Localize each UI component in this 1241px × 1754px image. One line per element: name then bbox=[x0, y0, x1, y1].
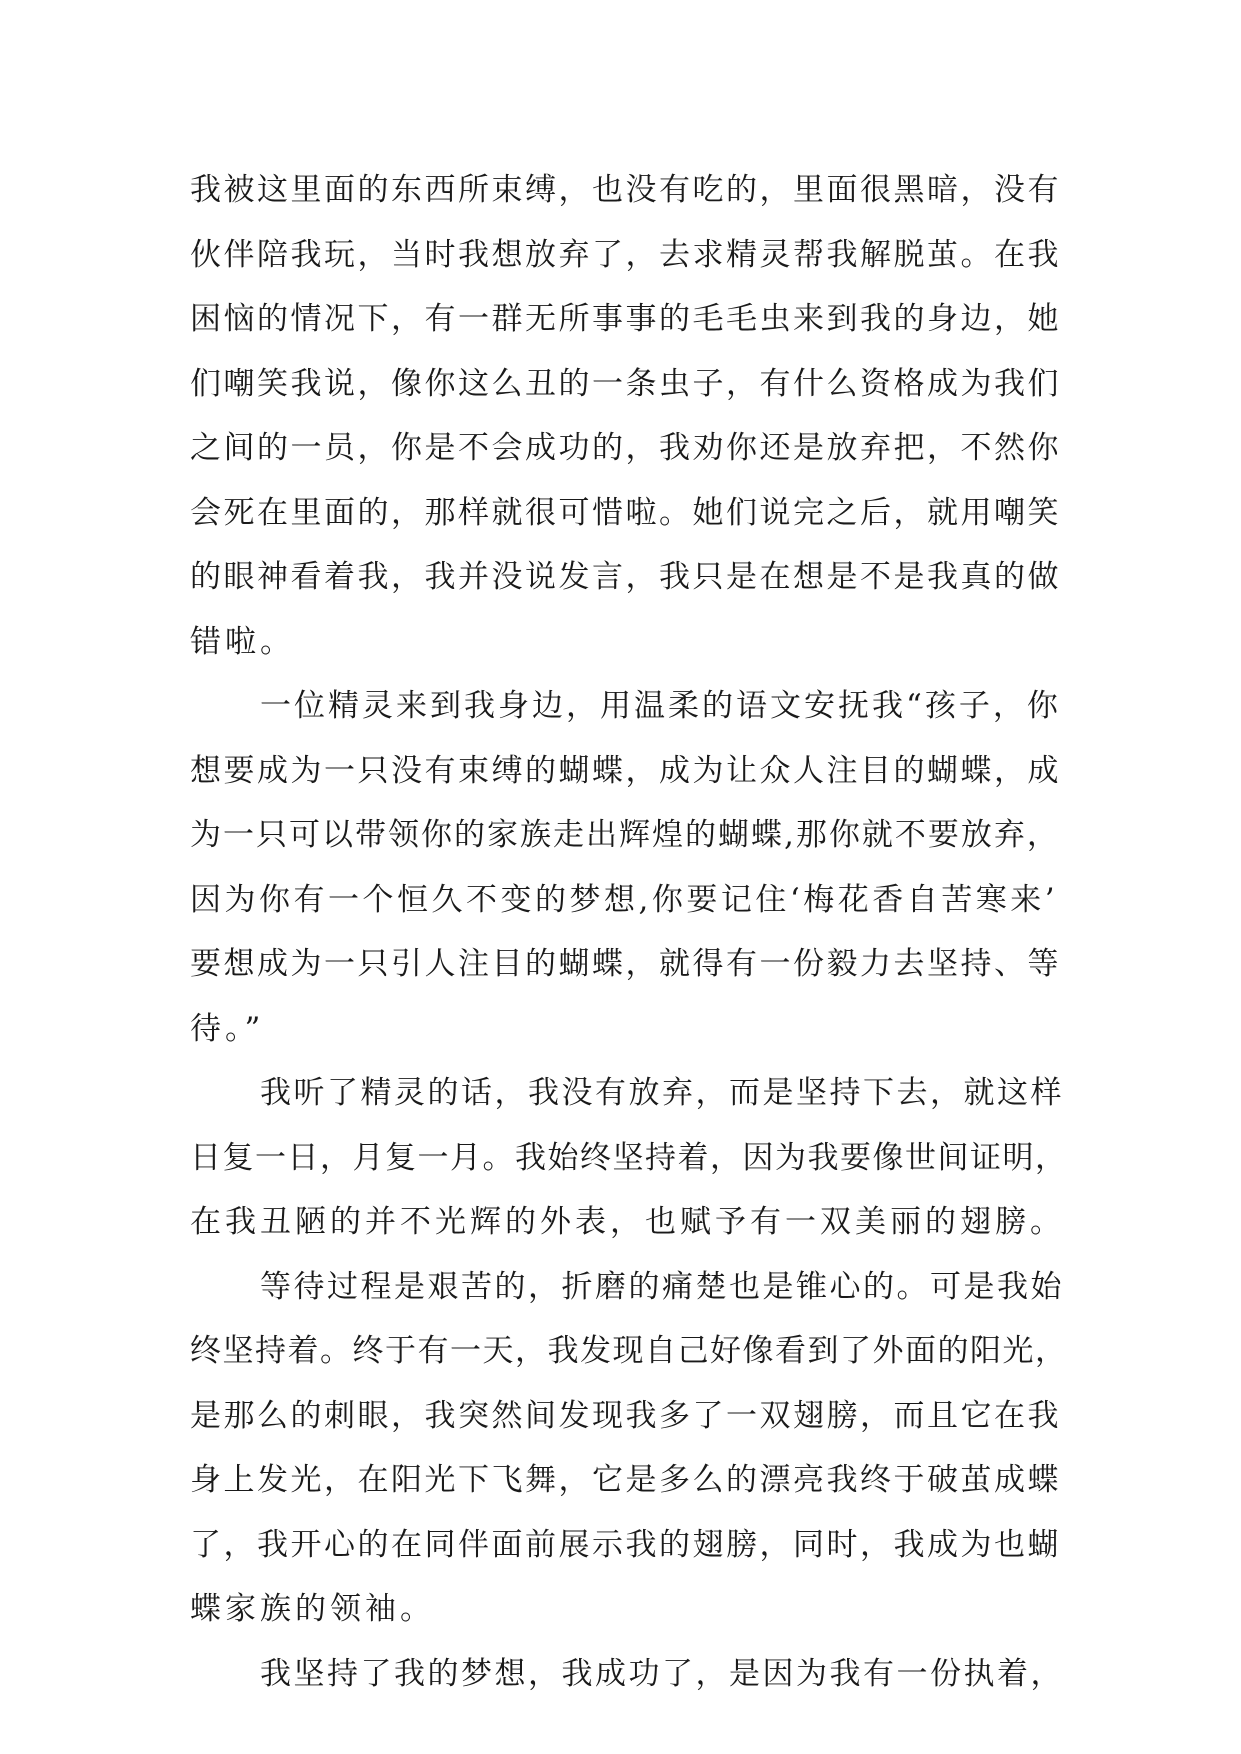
text-line: 因为你有一个恒久不变的梦想,你要记住‘梅花香自苦寒来’ bbox=[190, 881, 1059, 918]
paragraph-first-line: 一位精灵来到我身边，用温柔的语文安抚我“孩子，你 bbox=[260, 688, 1061, 724]
text-line: 困恼的情况下，有一群无所事事的毛毛虫来到我的身边，她 bbox=[190, 301, 1061, 337]
text-line: 要想成为一只引人注目的蝴蝶，就得有一份毅力去坚持、等 bbox=[190, 946, 1061, 982]
text-line: 在我丑陋的并不光辉的外表，也赋予有一双美丽的翅膀。 bbox=[190, 1204, 1065, 1240]
paragraph-first-line: 我听了精灵的话，我没有放弃，而是坚持下去，就这样 bbox=[260, 1075, 1064, 1111]
body-text bbox=[190, 158, 1070, 1706]
paragraph-first-line: 我坚持了我的梦想，我成功了，是因为我有一份执着， bbox=[260, 1655, 1064, 1692]
text-line: 为一只可以带领你的家族走出辉煌的蝴蝶,那你就不要放弃， bbox=[190, 817, 1060, 853]
text-line: 是那么的刺眼，我突然间发现我多了一双翅膀，而且它在我 bbox=[190, 1397, 1061, 1434]
text-line: 蝶家族的领袖。 bbox=[190, 1591, 435, 1627]
text-line: 的眼神看着我，我并没说发言，我只是在想是不是我真的做 bbox=[190, 559, 1061, 595]
text-line: 想要成为一只没有束缚的蝴蝶，成为让众人注目的蝴蝶，成 bbox=[190, 752, 1061, 789]
text-line: 错啦。 bbox=[190, 623, 295, 660]
paragraph-first-line: 等待过程是艰苦的，折磨的痛楚也是锥心的。可是我始 bbox=[260, 1268, 1064, 1305]
text-line: 待。” bbox=[190, 1010, 265, 1047]
text-line: 日复一日，月复一月。我始终坚持着，因为我要像世间证明， bbox=[190, 1139, 1068, 1176]
text-line: 终坚持着。终于有一天，我发现自己好像看到了外面的阳光， bbox=[190, 1333, 1068, 1369]
text-line: 我被这里面的东西所束缚，也没有吃的，里面很黑暗，没有 bbox=[190, 172, 1061, 208]
text-line: 身上发光，在阳光下飞舞，它是多么的漂亮我终于破茧成蝶 bbox=[190, 1462, 1061, 1498]
text-line: 伙伴陪我玩，当时我想放弃了，去求精灵帮我解脱茧。在我 bbox=[190, 236, 1061, 273]
text-line: 了，我开心的在同伴面前展示我的翅膀，同时，我成为也蝴 bbox=[190, 1526, 1061, 1563]
text-line: 们嘲笑我说，像你这么丑的一条虫子，有什么资格成为我们 bbox=[190, 365, 1061, 402]
text-line: 会死在里面的，那样就很可惜啦。她们说完之后，就用嘲笑 bbox=[190, 494, 1061, 531]
text-line: 之间的一员，你是不会成功的，我劝你还是放弃把，不然你 bbox=[190, 430, 1061, 466]
